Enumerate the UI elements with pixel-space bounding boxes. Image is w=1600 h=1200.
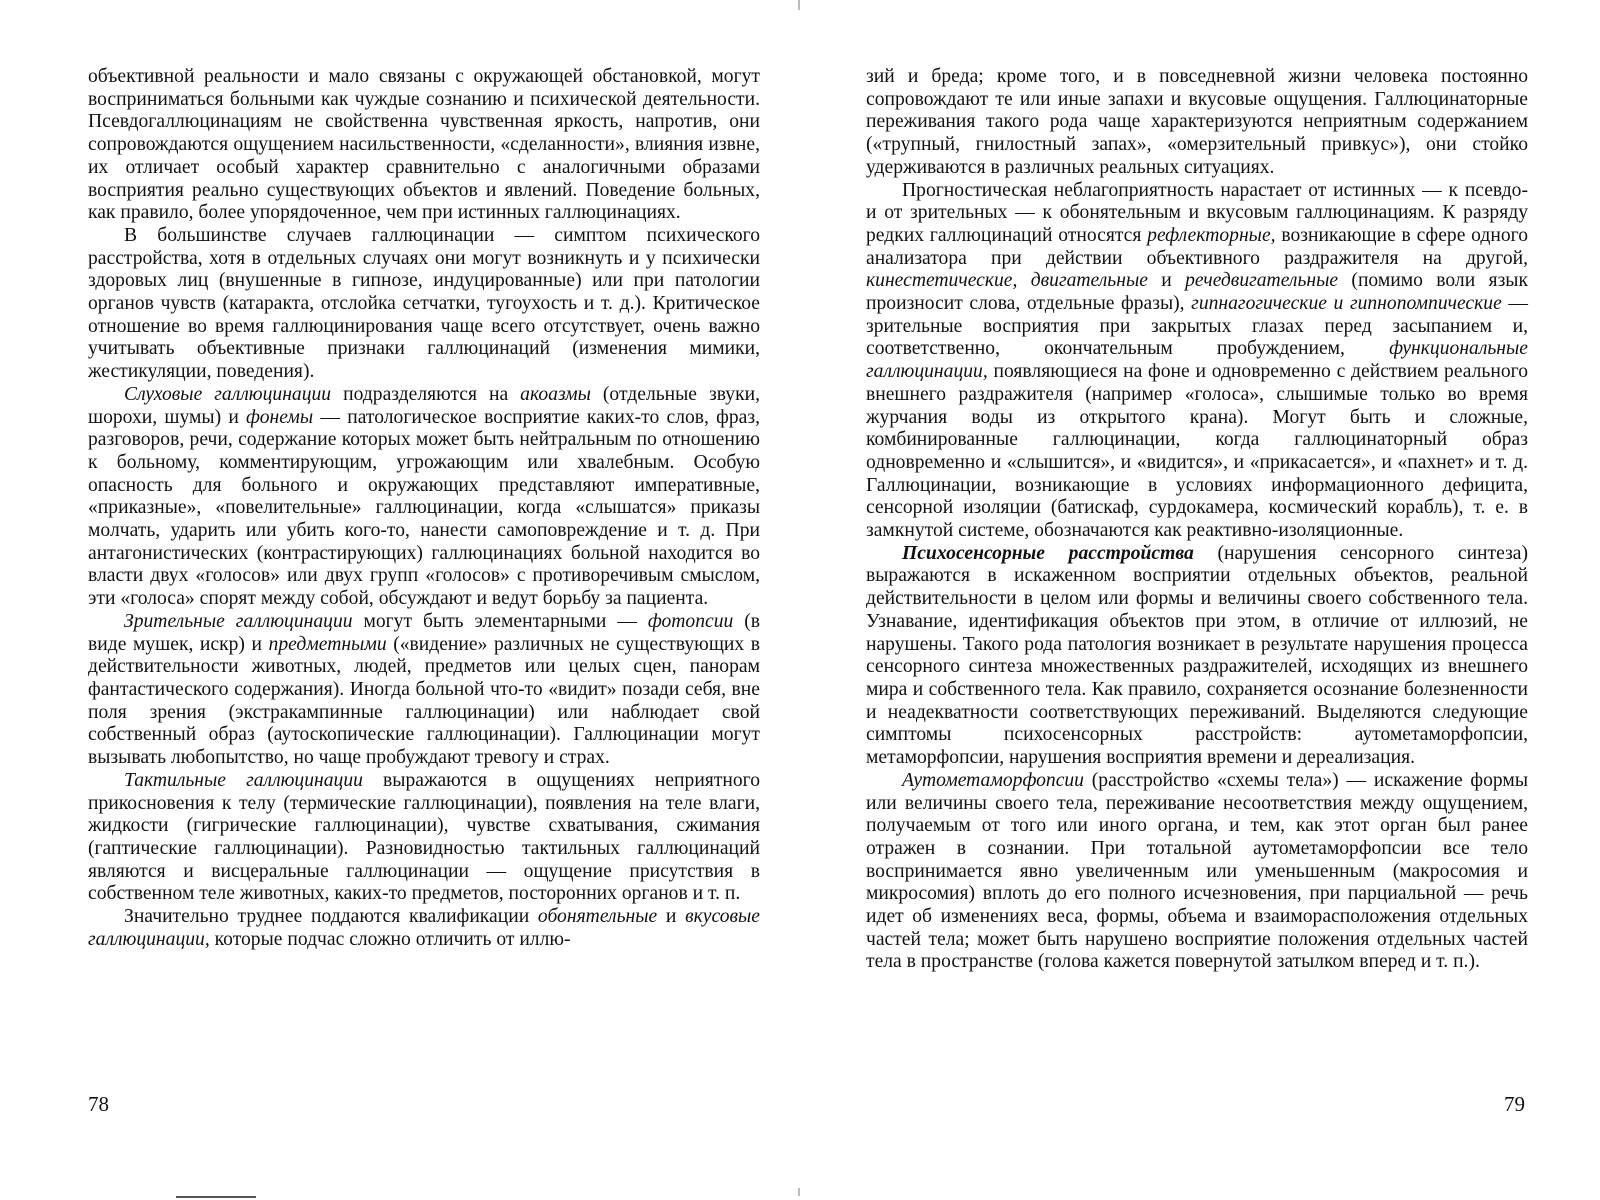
bold-italic-heading-text: Психосенсорные расстройства xyxy=(902,542,1194,564)
paragraph xyxy=(88,906,760,951)
text-run: («видение» различных не существующих в действительности животных, людей, предметов или целых сцен, панорам фантастического содержания). Иногда больной что-то «видит» позади себя, вне поля зрения (экстракампинные галлюцинации) или наблюдает свой собственный образ (аутоскопические галлюцинации). Галлюцинации могут вызывать любопытство, но чаще пробуждают тревогу и страх. xyxy=(88,633,760,769)
text-run: которые подчас сложно отличить от иллю- xyxy=(209,928,571,950)
paragraph xyxy=(866,543,1528,770)
text-run: (отдельные звуки, шорохи, шумы) и xyxy=(88,383,761,428)
text-run: выражаются в ощущениях неприятного прикосновения к телу (термические галлюцинации), появления на теле влаги, жидкости (гигрические галлюцинации), чувстве схватывания, сжимания (гаптические галлюцинации). Разновидностью тактильных галлюцинаций являются и висцеральные галлюцинации — ощущение присутствия в собственном теле животных, каких-то предметов, посторонних органов и т. п. xyxy=(88,769,761,905)
bottom-rule xyxy=(176,1196,256,1198)
italic-term: фонемы xyxy=(246,406,314,428)
right-page-number: 79 xyxy=(1504,1092,1525,1116)
paragraph xyxy=(88,770,760,906)
text-run: объективной реальности и мало связаны с окружающей обстановкой, могут восприниматься больными как чуждые сознанию и психической деятельности. Псевдогаллюцинациям не свойственна чувственная яркость, напротив, они сопровождаются ощущением насильственности, «сделанности», влияния извне, их отличает особый характер сравнительно с аналогичными образами восприятия реально существующих объектов и явлений. Поведение больных, как правило, более упорядоченное, чем при истинных галлюцинациях. xyxy=(88,66,760,224)
text-run: подразделяются на xyxy=(331,383,521,405)
paragraph xyxy=(88,384,760,611)
italic-term: обонятельные xyxy=(537,906,658,928)
text-run: появляющиеся на фоне и одновременно с действием реального внешнего раздражителя (например «голоса», слышимые только во время журчания воды из открытого крана). Могут быть и сложные, комбинированные галлюцинации, когда галлюцинаторный образ одновременно и «слышится», и «видится», и «прикасается», и «пахнет» и т. д. Галлюцинации, возникающие в условиях информационного дефицита, сенсорной изоляции (батискаф, сурдокамера, космический корабль), т. е. в замкнутой системе, обозначаются как реактивно-изоляционные. xyxy=(866,361,1528,542)
text-run: — патологическое восприятие каких-то слов, фраз, разговоров, речи, содержание которых может быть нейтральным по отношению к больному, комментирующим, угрожающим или хвалебным. Особую опасность для больного и окружающих представляют императивные, «приказные», «повелительные» галлюцинации, когда «слышатся» приказы молчать, ударить или убить кого-то, нанести самоповреждение и т. д. При антагонистических (контрастирующих) галлюцинациях больной находится во власти двух «голосов» или двух групп «голосов» с противоречивым смыслом, эти «голоса» спорят между собой, обсуждают и ведут борьбу за пациента. xyxy=(88,406,760,610)
paragraph xyxy=(866,770,1528,974)
paragraph xyxy=(866,180,1528,543)
text-run: возникающие в сфере одного анализатора при действии объективного раздражителя на другой, xyxy=(866,224,1528,269)
text-run: Прогностическая неблагоприятность нарастает от истинных — к псевдо- и от зрительных — к обонятельным и вкусовым галлюцинациям. К разряду редких галлюцинаций относятся xyxy=(866,179,1528,246)
italic-term: рефлекторные, xyxy=(1147,224,1276,246)
text-run: — зрительные восприятия при закрытых глазах перед засыпанием и, соответственно, окончательным пробуждением, xyxy=(866,293,1528,360)
italic-term: фотопсии xyxy=(647,610,734,632)
text-run: (в виде мушек, искр) и xyxy=(88,610,760,655)
text-run: и xyxy=(1147,270,1186,292)
text-run: (нарушения сенсорного синтеза) выражаются в искаженном восприятии отдельных объектов, реальной действительности в целом или формы и величины своего собственного тела. Узнавание, идентификация объектов при этом, в отличие от иллюзий, не нарушены. Такого рода патология возникает в результате нарушения процесса сенсорного синтеза множественных раздражителей, исходящих из внешнего мира и собственного тела. Как правило, сохраняется осознание болезненности и неадекватности соответствующих переживаний. Выделяются следующие симптомы психосенсорных расстройств: аутометаморфопсии, метаморфопсии, нарушения восприятия времени и дереализация. xyxy=(866,542,1529,769)
italic-term: Зрительные галлюцинации xyxy=(124,610,353,632)
paragraph xyxy=(88,66,760,225)
italic-term: Тактильные галлюцинации xyxy=(124,769,363,791)
spine-mark-bottom xyxy=(798,1188,800,1196)
spine-mark-top xyxy=(798,0,800,10)
italic-term: Слуховые галлюцинации xyxy=(124,383,332,405)
left-page-text xyxy=(88,66,760,951)
paragraph xyxy=(866,66,1528,180)
italic-term: вкусовые галлюцинации, xyxy=(88,906,760,950)
text-run: (помимо воли язык произносит слова, отдельные фразы), xyxy=(866,270,1528,315)
italic-term: гипнагогические и гипнопомпические xyxy=(1191,293,1502,315)
right-page-text xyxy=(866,66,1528,974)
text-run: зий и бреда; кроме того, и в повседневной жизни человека постоянно сопровождают те или иные запахи и вкусовые ощущения. Галлюцинаторные переживания такого рода чаще характеризуются неприятным содержанием («трупный, гнилостный запах», «омерзительный привкус»), они стойко удерживаются в различных реальных ситуациях. xyxy=(866,66,1528,178)
italic-term: речедвигательные xyxy=(1185,270,1339,292)
italic-term: предметными xyxy=(268,633,387,655)
text-run: В большинстве случаев галлюцинации — симптом психического расстройства, хотя в отдельных случаях они могут возникнуть и у психически здоровых лиц (внушенные в гипнозе, индуцированные) или при патологии органов чувств (катаракта, отслойка сетчатки, тугоухость и т. д.). Критическое отношение во время галлюцинирования чаще всего отсутствует, очень важно учитывать объективные признаки галлюцинаций (изменения мимики, жестикуляции, поведения). xyxy=(88,224,760,383)
paragraph xyxy=(88,611,760,770)
italic-term: кинестетические, двигательные xyxy=(866,270,1148,292)
italic-term: Аутометаморфопсии xyxy=(902,769,1084,791)
bold-italic-heading xyxy=(902,543,1194,564)
italic-term: акоазмы xyxy=(520,383,591,405)
italic-term: функциональные галлюцинации, xyxy=(866,338,1528,383)
text-run: могут быть элементарными — xyxy=(352,610,648,632)
paragraph xyxy=(88,225,760,384)
text-run: и xyxy=(657,906,686,928)
left-page-number: 78 xyxy=(88,1092,109,1116)
text-run: (расстройство «схемы тела») — искажение формы или величины своего тела, переживание несоответствия между ощущением, получаемым от того или иного органа, и тем, как этот орган был ранее отражен в сознании. При тотальной аутометаморфопсии все тело воспринимается явно увеличенным или уменьшенным (макросомия и микросомия) вплоть до его полного исчезновения, при парциальной — речь идет об изменениях веса, формы, объема и взаиморасположения отдельных частей тела; может быть нарушено восприятие положения отдельных частей тела в пространстве (голова кажется повернутой затылком вперед и т. п.). xyxy=(866,769,1528,973)
text-run: Значительно труднее поддаются квалификации xyxy=(124,906,538,928)
